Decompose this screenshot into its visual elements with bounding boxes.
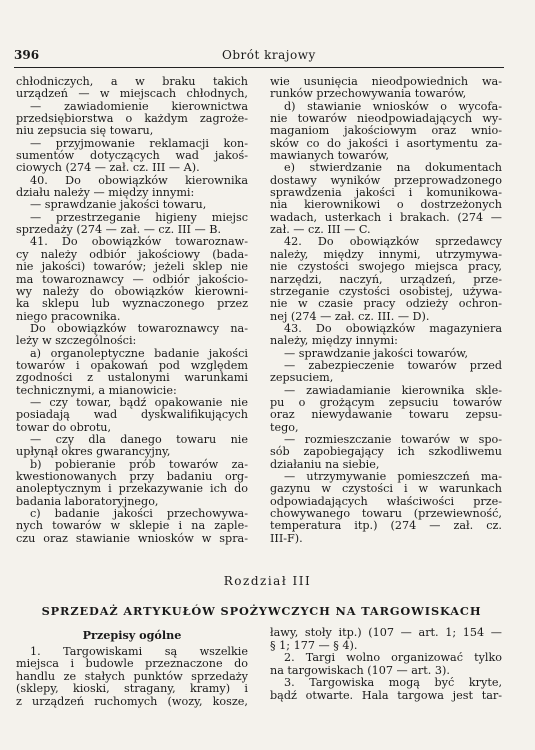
text-line: 3. Targowiska mogą być kryte, <box>284 676 502 690</box>
text-line: (sklepy, kioski, stragany, kramy) i <box>16 682 248 696</box>
text-line: czu oraz stawianie wniosków w spra- <box>16 531 248 545</box>
text-line: narzędzi, naczyń, urządzeń, prze- <box>270 272 502 286</box>
text-line: wie usunięcia nieodpowiednich wa- <box>270 75 502 88</box>
text-line: anoleptycznym i przekazywanie ich do <box>16 482 248 496</box>
text-line: maganiom jakościowym oraz wnio- <box>270 124 502 138</box>
page-number: 396 <box>14 48 40 62</box>
text-line: chłodniczych, a w braku takich <box>16 75 248 88</box>
text-line: b) pobieranie prób towarów za- <box>30 457 248 471</box>
text-line: leży w szczególności: <box>16 334 137 348</box>
text-line: chowywanego towaru (przewiewność, <box>270 507 502 521</box>
text-line: ławy, stoły itp.) (107 — art. 1; 154 — <box>270 626 502 639</box>
text-line: runków przechowywania towarów, <box>270 87 467 101</box>
text-line: należy, między innymi, utrzymywa- <box>270 247 502 261</box>
bottom-left-column <box>16 627 248 709</box>
text-line: działaniu na siebie, <box>270 457 380 471</box>
text-line: działu należy — między innymi: <box>16 186 195 200</box>
left-text-column <box>16 76 248 545</box>
text-line: technicznymi, a mianowicie: <box>16 383 177 397</box>
text-line: posiadają wad dyskwalifikujących <box>16 408 248 422</box>
text-line: ciowych (274 — zał. cz. III — A). <box>16 161 200 175</box>
text-line: miejsca i budowle przeznaczone do <box>16 657 248 671</box>
text-line: strzeganie czystości osobistej, używa- <box>270 284 502 298</box>
text-line: nia kierownikowi o dostrzeżonych <box>270 198 502 212</box>
text-line: — przestrzeganie higieny miejsc <box>30 210 248 224</box>
text-line: — sprawdzanie jakości towaru, <box>30 198 207 212</box>
text-line: nie czystości swojego miejsca pracy, <box>270 260 502 274</box>
text-line: badania laboratoryjnego, <box>16 494 159 508</box>
text-line: III-F). <box>270 531 303 545</box>
text-line: mawianych towarów, <box>270 149 390 163</box>
text-line: zgodności z ustalonymi warunkami <box>16 371 248 385</box>
text-line: upłynął okres gwarancyjny, <box>16 445 171 459</box>
text-line: tego, <box>270 420 299 434</box>
text-line: 41. Do obowiązków towaroznaw- <box>30 235 248 249</box>
running-title: Obrót krajowy <box>222 48 316 62</box>
text-line: gazynu w czystości i w warunkach <box>270 482 502 496</box>
text-line: sprawdzenia jakości i komunikowa- <box>270 186 502 200</box>
text-line: — przyjmowanie reklamacji kon- <box>30 136 248 150</box>
text-line: — zawiadamianie kierownika skle- <box>284 383 502 397</box>
text-line: kwestionowanych przy badaniu org- <box>16 470 248 483</box>
text-line: d) stawianie wniosków o wycofa- <box>284 99 502 113</box>
text-line: — utrzymywanie pomieszczeń ma- <box>284 470 502 483</box>
text-line: nie w czasie pracy odzieży ochron- <box>270 297 502 311</box>
text-line: handlu ze stałych punktów sprzedaży <box>16 669 248 683</box>
text-line: nie towarów nieodpowiadających wy- <box>270 112 502 126</box>
text-line: niu zepsucia się towaru, <box>16 124 154 138</box>
text-line: c) badanie jakości przechowywa- <box>30 507 248 521</box>
text-line: — sprawdzanie jakości towarów, <box>284 346 469 360</box>
text-line: cy należy odbiór jakościowy (bada- <box>16 247 248 261</box>
text-line: sób zapobiegający ich szkodliwemu <box>270 445 502 459</box>
text-line: oraz niewydawanie towaru zepsu- <box>270 408 502 422</box>
text-line: ma towaroznawcy — odbiór jakościo- <box>16 272 248 286</box>
text-line: pu o grożącym zepsuciu towarów <box>270 395 502 409</box>
text-line: towar do obrotu, <box>16 420 112 434</box>
text-line: zał. — cz. III — C. <box>270 223 371 237</box>
header-rule <box>14 67 504 68</box>
text-line: 43. Do obowiązków magazyniera <box>284 321 502 335</box>
chapter-heading: Rozdział III <box>223 574 312 588</box>
text-line: należy, między innymi: <box>270 334 398 348</box>
text-line: 42. Do obowiązków sprzedawcy <box>284 235 502 249</box>
text-line: dostawy wyników przeprowadzonego <box>270 173 502 187</box>
text-line: a) organoleptyczne badanie jakości <box>30 346 248 360</box>
text-line: § 1; 177 — § 4). <box>270 638 358 652</box>
bottom-right-column <box>270 627 502 703</box>
text-line: sumentów dotyczących wad jakoś- <box>16 149 248 163</box>
text-line: na targowiskach (107 — art. 3). <box>270 663 450 677</box>
text-line: sków co do jakości i asortymentu za- <box>270 136 502 150</box>
text-line: Do obowiązków towaroznawcy na- <box>30 321 248 335</box>
text-line: — rozmieszczanie towarów w spo- <box>284 432 502 446</box>
text-line: sprzedaży (274 — zał. — cz. III — B. <box>16 223 222 237</box>
text-line: nie jakości) towarów; jeżeli sklep nie <box>16 260 248 274</box>
text-line: temperatura itp.) (274 — zał. cz. <box>270 519 502 533</box>
text-line: towarów i opakowań pod względem <box>16 358 248 372</box>
text-line: wadach, usterkach i brakach. (274 — <box>270 210 502 224</box>
text-line: urządzeń — w miejscach chłodnych, <box>16 87 248 101</box>
text-line: — zabezpieczenie towarów przed <box>284 358 502 372</box>
text-line: ka sklepu lub wyznaczonego przez <box>16 297 248 311</box>
text-line: bądź otwarte. Hala targowa jest tar- <box>270 688 502 702</box>
text-line: zepsuciem, <box>270 371 334 385</box>
text-line: — czy towar, bądź opakowanie nie <box>30 395 248 409</box>
text-line: nych towarów w sklepie i na zaple- <box>16 519 248 533</box>
text-line: 2. Targi wolno organizować tylko <box>284 651 502 665</box>
text-line: e) stwierdzanie na dokumentach <box>284 161 502 175</box>
text-line: niego pracownika. <box>16 309 121 323</box>
text-line: 40. Do obowiązków kierownika <box>30 173 248 187</box>
text-line: 1. Targowiskami są wszelkie <box>30 644 248 658</box>
text-line: — zawiadomienie kierownictwa <box>30 99 248 113</box>
text-line: — czy dla danego towaru nie <box>30 432 248 446</box>
section-title: SPRZEDAŻ ARTYKUŁÓW SPOŻYWCZYCH NA TARGOWISKACH <box>41 604 482 618</box>
text-line: przedsiębiorstwa o każdym zagroże- <box>16 112 248 126</box>
text-line: z urządzeń ruchomych (wozy, kosze, <box>16 694 248 708</box>
right-text-column <box>270 76 502 545</box>
running-header <box>14 46 504 66</box>
text-line: wy należy do obowiązków kierowni- <box>16 284 248 298</box>
text-line: nej (274 — zał. cz. III. — D). <box>270 309 430 323</box>
text-line: odpowiadających właściwości prze- <box>270 494 502 508</box>
text-line: Przepisy ogólne <box>82 628 182 642</box>
